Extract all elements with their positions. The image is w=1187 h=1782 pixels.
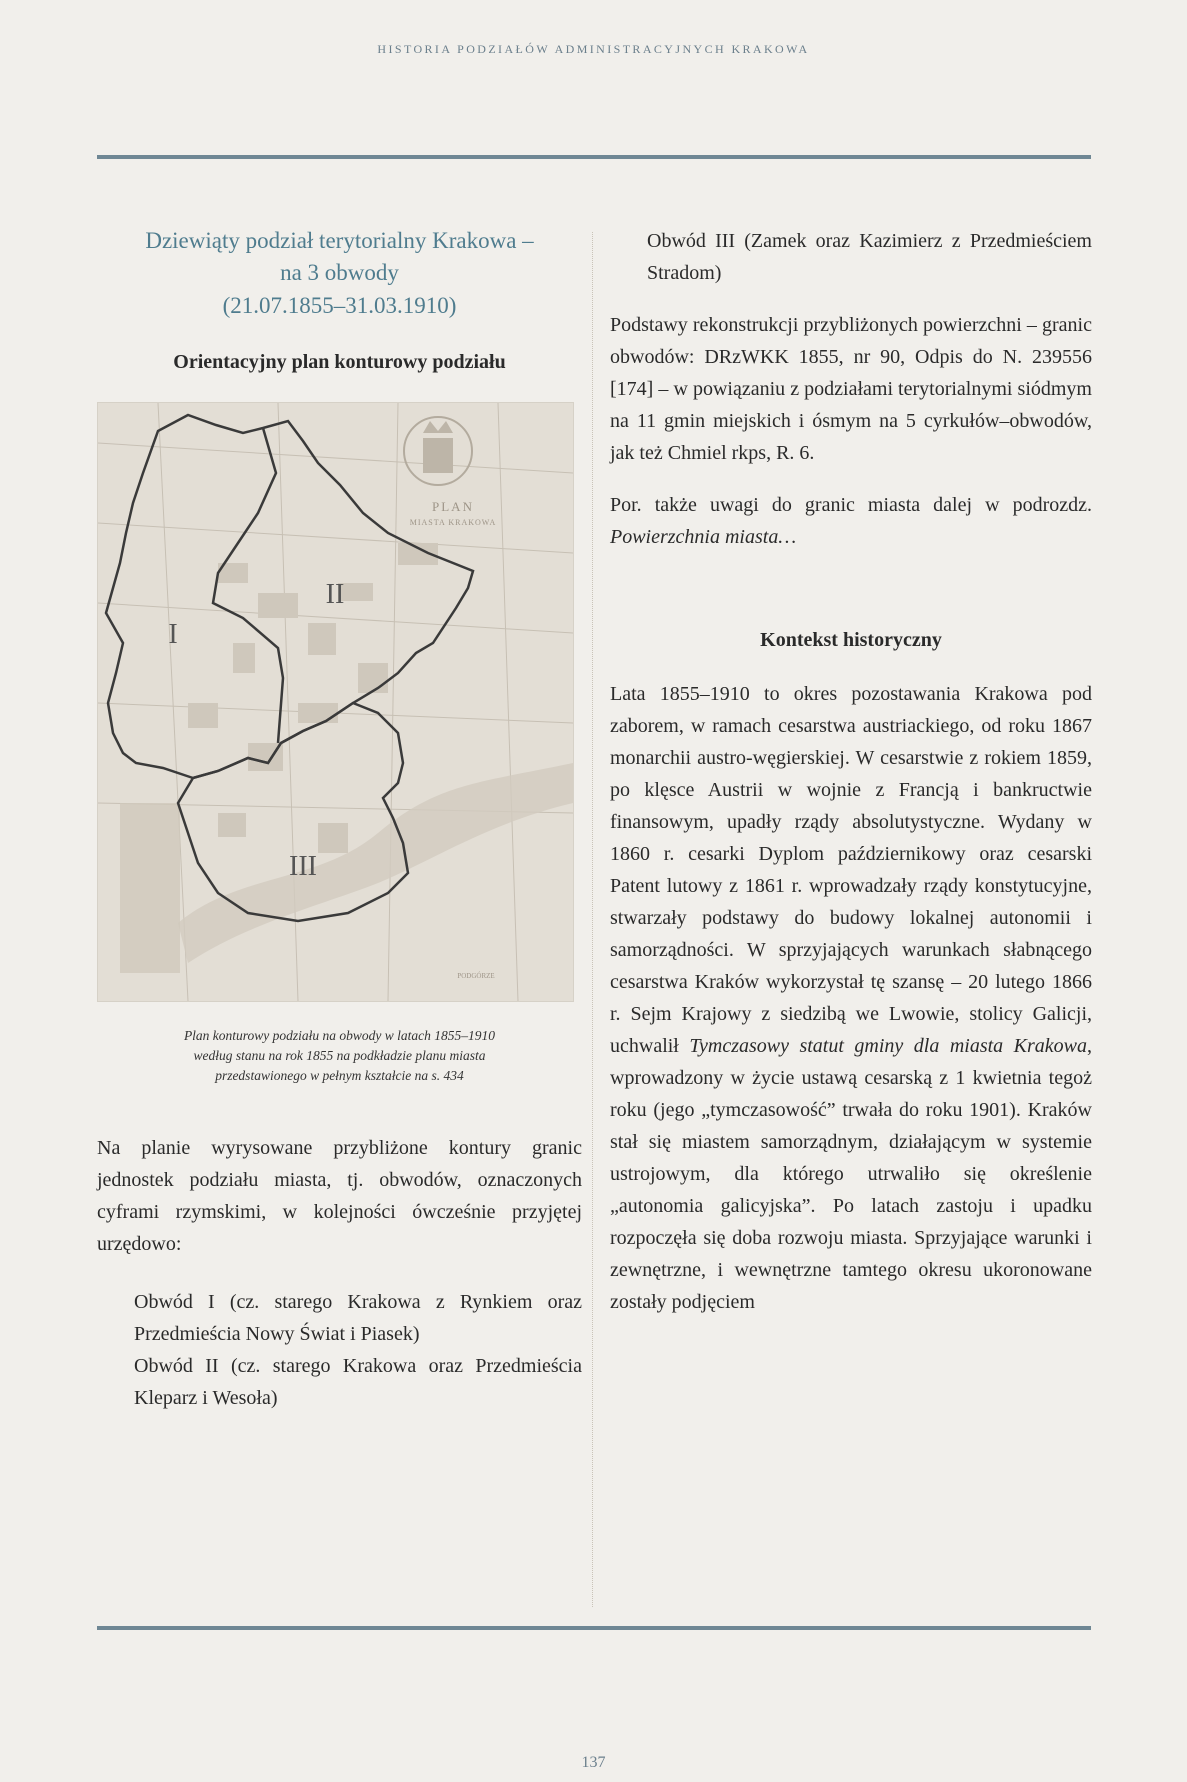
district-list — [134, 1286, 582, 1414]
caption-line: przedstawionego w pełnym kształcie na s. 434 — [215, 1068, 464, 1083]
list-item-district-2: Obwód II (cz. starego Krakowa oraz Przedmieścia Kleparz i Wesoła) — [134, 1355, 582, 1409]
context-text-c: , wprowadzony w życie ustawą cesarską z 1 kwietnia tegoż roku (jego „tymczasowość” trwała do roku 1901). Kraków stał się miastem samorządnym, działającym w systemie ustrojowym, dla którego utrwaliło się określenie „autonomia galicyjska”. Po latach zastoju i upadku rozpoczęła się doba rozwoju miasta. Sprzyjające warunki i zewnętrzne, i wewnętrzne tamtego okresu ukoronowane zostały podjęciem — [610, 1035, 1092, 1313]
caption-line: Plan konturowy podziału na obwody w latach 1855–1910 — [183, 1028, 496, 1043]
see-also-paragraph — [610, 489, 1092, 553]
map-label-city: MIASTA KRAKOWA — [409, 518, 497, 527]
right-column — [610, 225, 1092, 1318]
top-rule — [97, 155, 1091, 159]
map-subhead: Orientacyjny plan konturowy podziału — [173, 351, 506, 373]
section-dates: (21.07.1855–31.03.1910) — [222, 293, 457, 318]
district-label-i: I — [168, 619, 178, 650]
district-map-svg — [98, 403, 573, 1001]
context-heading: Kontekst historyczny — [760, 629, 942, 651]
left-column — [97, 225, 582, 1414]
column-divider — [592, 232, 593, 1607]
statute-title: Tymczasowy statut gminy dla miasta Krakowa — [689, 1035, 1087, 1057]
bottom-rule — [97, 1626, 1091, 1630]
map-label-plan: PLAN — [432, 499, 474, 514]
context-paragraph — [610, 678, 1092, 1318]
district-label-iii: III — [289, 851, 317, 882]
context-text-a: Lata 1855–1910 to okres pozostawania Krakowa pod zaborem, w ramach cesarstwa austriackiego, od roku 1867 monarchii austro-węgierskiej. W cesarstwie z rokiem 1859, po klęsce Austrii w wojnie z Francją i bankructwie finansowym, upadły rządy absolutystyczne. Wydany w 1860 r. cesarki Dyplom październikowy oraz cesarski Patent lutowy z 1861 r. wprowadzały rządy konstytucyjne, stwarzały podstawy do budowy lokalnej autonomii i samorządności. W sprzyjających warunkach słabnącego cesarstwa Kraków wykorzystał tę szansę – 20 lutego 1866 r. Sejm Krajowy z siedzibą we Lwowie, stolicy Galicji, uchwalił — [610, 683, 1092, 1057]
list-item-district-3: Obwód III (Zamek oraz Kazimierz z Przedmieściem Stradom) — [647, 230, 1092, 284]
reconstruction-paragraph: Podstawy rekonstrukcji przybliżonych powierzchni – granic obwodów: DRzWKK 1855, nr 90, Odpis do N. 239556 [174] – w powiązaniu z podziałami terytorialnymi siódmym na 11 gmin miejskich i ósmym na 5 cyrkułów–obwodów, jak też Chmiel rkps, R. 6. — [610, 314, 1092, 464]
list-item-district-1: Obwód I (cz. starego Krakowa z Rynkiem oraz Przedmieścia Nowy Świat i Piasek) — [134, 1291, 582, 1345]
caption-line: według stanu na rok 1855 na podkładzie planu miasta — [193, 1048, 486, 1063]
section-title-line1: Dziewiąty podział terytorialny Krakowa – — [145, 228, 534, 253]
district-map — [97, 402, 574, 1002]
map-label-podgorze: PODGÓRZE — [457, 972, 495, 980]
see-also-link: Powierzchnia miasta… — [610, 526, 797, 548]
district-label-ii: II — [325, 579, 345, 610]
left-paragraph: Na planie wyrysowane przybliżone kontury granic jednostek podziału miasta, tj. obwodów, oznaczonych cyframi rzymskimi, w kolejności ówcześnie przyjętej urzędowo: — [97, 1137, 582, 1255]
section-title-line2: na 3 obwody — [280, 260, 399, 285]
page-number: 137 — [581, 1754, 606, 1771]
map-caption — [107, 1026, 572, 1086]
see-also-text: Por. także uwagi do granic miasta dalej w podrozdz. — [610, 494, 1092, 516]
running-head: HISTORIA PODZIAŁÓW ADMINISTRACYJNYCH KRAKOWA — [377, 42, 810, 56]
